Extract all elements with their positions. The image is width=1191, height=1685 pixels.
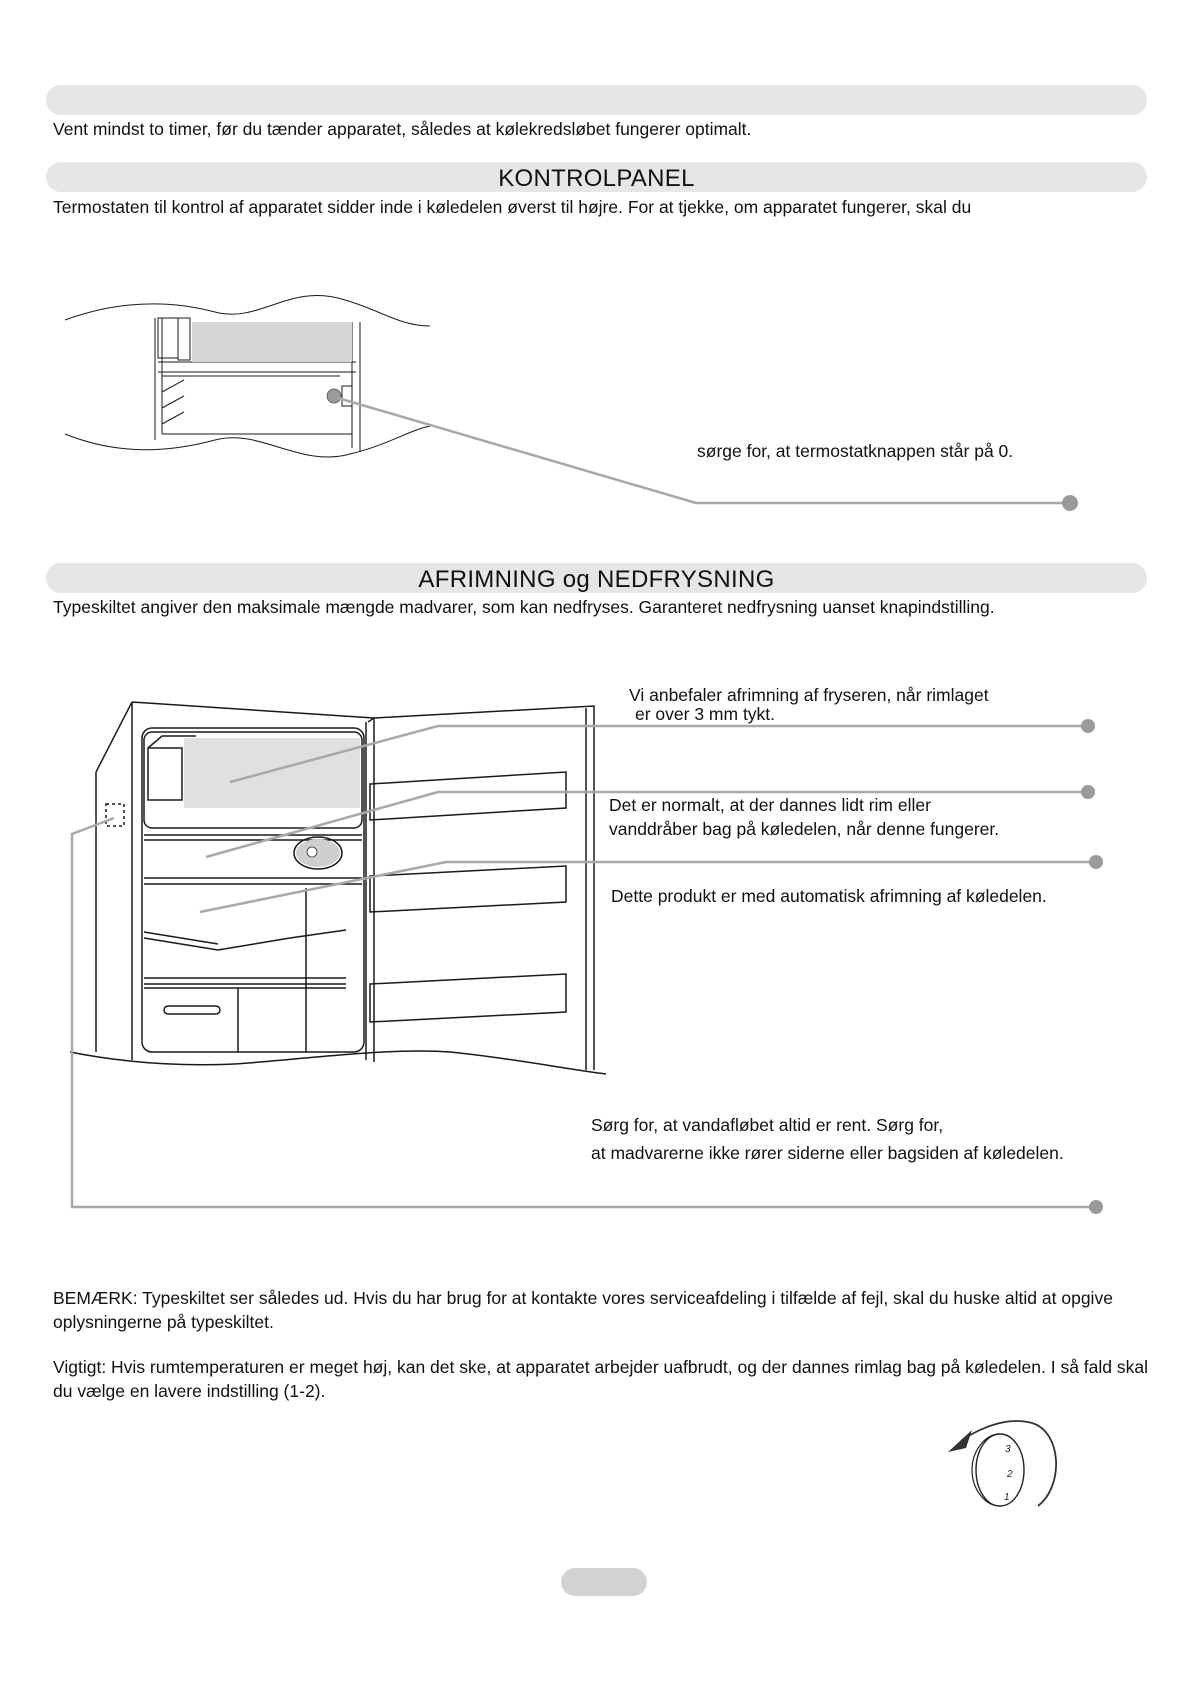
defrost-text: Typeskiltet angiver den maksimale mængde madvarer, som kan nedfryses. Garanteret nedfrysning uanset knapindstilling.: [53, 597, 995, 617]
page-number-pill: [561, 1568, 647, 1596]
drain-callout-line1: Sørg for, at vandafløbet altid er rent. Sørg for,: [591, 1115, 944, 1135]
important-note: Vigtigt: Hvis rumtemperaturen er meget høj, kan det ske, at apparatet arbejder uafbrudt, og der dannes rimlag bag på køledelen. I så fald skal du vælge en lavere indstilling (1-2).: [53, 1357, 1148, 1401]
drops-callout-line1: Det er normalt, at der dannes lidt rim eller: [609, 795, 931, 815]
drops-callout-line2: vanddråber bag på køledelen, når denne fungerer.: [609, 819, 1000, 839]
dial-mark-1: 1: [1004, 1492, 1010, 1503]
control-panel-title: KONTROLPANEL: [498, 165, 695, 192]
control-panel-text: Termostaten til kontrol af apparatet sidder inde i køledelen øverst til højre. For at tjekke, om apparatet fungerer, skal du: [53, 197, 972, 217]
auto-defrost-callout: Dette produkt er med automatisk afrimning af køledelen.: [611, 886, 1047, 906]
drain-callout-line2: at madvarerne ikke rører siderne eller bagsiden af køledelen.: [591, 1143, 1064, 1163]
frost-callout-line2: er over 3 mm tykt.: [635, 704, 776, 724]
intro-text: Vent mindst to timer, før du tænder apparatet, således at kølekredsløbet fungerer optimalt.: [53, 119, 752, 139]
dial-body: [976, 1434, 1024, 1506]
arrow-head-icon: [948, 1430, 972, 1452]
dial-mark-3: 3: [1005, 1444, 1011, 1455]
defrost-title: AFRIMNING og NEDFRYSNING: [418, 566, 775, 593]
dial-mark-2: 2: [1007, 1469, 1013, 1480]
thermostat-callout: sørge for, at termostatknappen står på 0.: [697, 441, 1014, 461]
frost-callout-line1: Vi anbefaler afrimning af fryseren, når rimlaget: [629, 685, 989, 705]
rating-plate-note: BEMÆRK: Typeskiltet ser således ud. Hvis du har brug for at kontakte vores serviceafdeling i tilfælde af fejl, skal du huske altid at opgive oplysningerne på typeskiltet.: [53, 1288, 1113, 1332]
